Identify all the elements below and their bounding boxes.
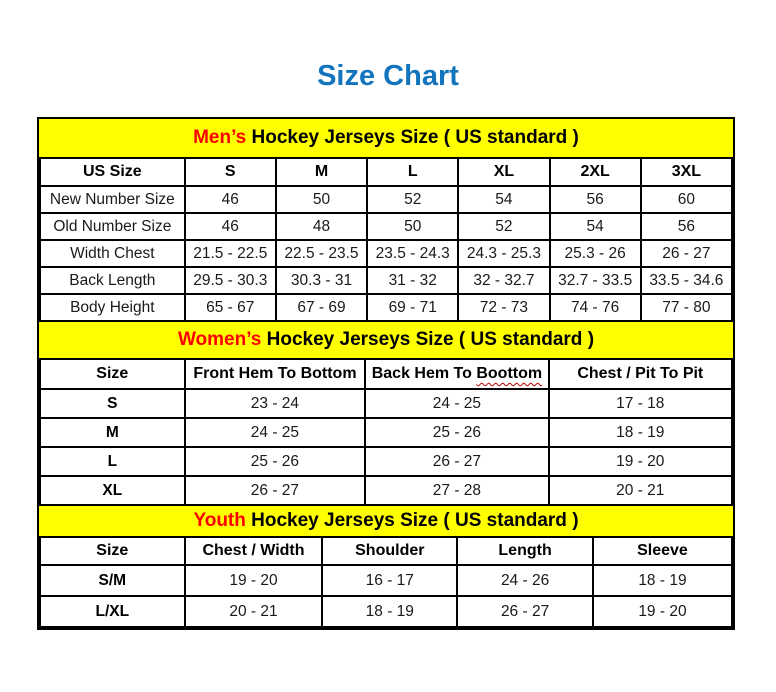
table-cell: 77 - 80	[641, 294, 732, 321]
table-cell: 19 - 20	[185, 565, 323, 596]
table-row	[40, 267, 732, 294]
row-label: XL	[40, 476, 185, 505]
table-cell: 23 - 24	[185, 389, 366, 418]
mens-size-table	[39, 157, 733, 322]
column-header: XL	[458, 158, 549, 186]
page-title: Size Chart	[317, 60, 459, 92]
column-header: Size	[40, 537, 185, 565]
womens-section-heading	[39, 322, 733, 358]
back-hem-prefix: Back Hem To	[371, 365, 477, 382]
table-cell: 56	[550, 186, 641, 213]
table-cell: 20 - 21	[185, 596, 323, 627]
table-cell: 23.5 - 24.3	[367, 240, 458, 267]
womens-heading-rest: Hockey Jerseys Size ( US standard )	[261, 329, 595, 350]
column-header: Size	[40, 359, 185, 389]
table-cell: 25.3 - 26	[550, 240, 641, 267]
table-cell: 16 - 17	[322, 565, 457, 596]
table-cell: 67 - 69	[276, 294, 367, 321]
column-header: M	[276, 158, 367, 186]
row-label: Old Number Size	[40, 213, 185, 240]
table-cell: 27 - 28	[365, 476, 548, 505]
table-cell: 31 - 32	[367, 267, 458, 294]
table-row	[40, 447, 732, 476]
row-label: S/M	[40, 565, 185, 596]
table-cell: 20 - 21	[549, 476, 732, 505]
mens-section-heading	[39, 119, 733, 157]
row-label: M	[40, 418, 185, 447]
table-cell: 24 - 25	[365, 389, 548, 418]
youth-section-heading	[39, 506, 733, 536]
column-header: Length	[457, 537, 593, 565]
size-chart	[37, 117, 735, 630]
table-cell: 56	[641, 213, 732, 240]
mens-heading-rest: Hockey Jerseys Size ( US standard )	[246, 127, 579, 148]
table-cell: 69 - 71	[367, 294, 458, 321]
misspelled-word: Boottom	[476, 365, 543, 382]
row-label: Width Chest	[40, 240, 185, 267]
row-label: L/XL	[40, 596, 185, 627]
table-cell: 24 - 26	[457, 565, 593, 596]
table-cell: 60	[641, 186, 732, 213]
table-header-row	[40, 359, 732, 389]
table-row	[40, 565, 732, 596]
mens-heading-highlight: Men’s	[193, 127, 247, 148]
table-cell: 46	[185, 186, 276, 213]
youth-heading-highlight: Youth	[193, 510, 246, 531]
column-header: Front Hem To Bottom	[185, 359, 366, 389]
youth-heading-rest: Hockey Jerseys Size ( US standard )	[245, 510, 579, 531]
table-cell: 26 - 27	[457, 596, 593, 627]
table-cell: 22.5 - 23.5	[276, 240, 367, 267]
table-cell: 29.5 - 30.3	[185, 267, 276, 294]
table-cell: 65 - 67	[185, 294, 276, 321]
table-cell: 48	[276, 213, 367, 240]
table-row	[40, 389, 732, 418]
row-label: Back Length	[40, 267, 185, 294]
table-cell: 33.5 - 34.6	[641, 267, 732, 294]
table-cell: 72 - 73	[458, 294, 549, 321]
table-cell: 54	[458, 186, 549, 213]
table-cell: 26 - 27	[641, 240, 732, 267]
table-cell: 26 - 27	[185, 476, 366, 505]
table-cell: 18 - 19	[322, 596, 457, 627]
row-label: S	[40, 389, 185, 418]
table-cell: 26 - 27	[365, 447, 548, 476]
table-row	[40, 294, 732, 321]
table-row	[40, 596, 732, 627]
column-header: S	[185, 158, 276, 186]
table-row	[40, 213, 732, 240]
womens-size-table	[39, 358, 733, 506]
table-row	[40, 418, 732, 447]
table-cell: 46	[185, 213, 276, 240]
table-cell: 21.5 - 22.5	[185, 240, 276, 267]
table-header-row	[40, 158, 732, 186]
table-cell: 25 - 26	[185, 447, 366, 476]
row-label: Body Height	[40, 294, 185, 321]
row-label: New Number Size	[40, 186, 185, 213]
table-row	[40, 240, 732, 267]
column-header-back-hem	[365, 359, 548, 389]
table-cell: 24.3 - 25.3	[458, 240, 549, 267]
table-cell: 50	[367, 213, 458, 240]
row-label: L	[40, 447, 185, 476]
table-cell: 17 - 18	[549, 389, 732, 418]
table-cell: 54	[550, 213, 641, 240]
column-header: 3XL	[641, 158, 732, 186]
table-cell: 19 - 20	[593, 596, 732, 627]
column-header: Chest / Width	[185, 537, 323, 565]
youth-size-table	[39, 536, 733, 628]
table-cell: 74 - 76	[550, 294, 641, 321]
column-header: Sleeve	[593, 537, 732, 565]
table-cell: 18 - 19	[549, 418, 732, 447]
table-cell: 25 - 26	[365, 418, 548, 447]
womens-heading-highlight: Women’s	[177, 329, 262, 350]
table-cell: 24 - 25	[185, 418, 366, 447]
table-cell: 30.3 - 31	[276, 267, 367, 294]
table-cell: 18 - 19	[593, 565, 732, 596]
table-cell: 52	[367, 186, 458, 213]
column-header: L	[367, 158, 458, 186]
table-cell: 32.7 - 33.5	[550, 267, 641, 294]
column-header: Chest / Pit To Pit	[549, 359, 732, 389]
table-cell: 32 - 32.7	[458, 267, 549, 294]
table-row	[40, 476, 732, 505]
table-cell: 52	[458, 213, 549, 240]
table-row	[40, 186, 732, 213]
column-header: 2XL	[550, 158, 641, 186]
table-header-row	[40, 537, 732, 565]
column-header: Shoulder	[322, 537, 457, 565]
column-header: US Size	[40, 158, 185, 186]
table-cell: 19 - 20	[549, 447, 732, 476]
table-cell: 50	[276, 186, 367, 213]
